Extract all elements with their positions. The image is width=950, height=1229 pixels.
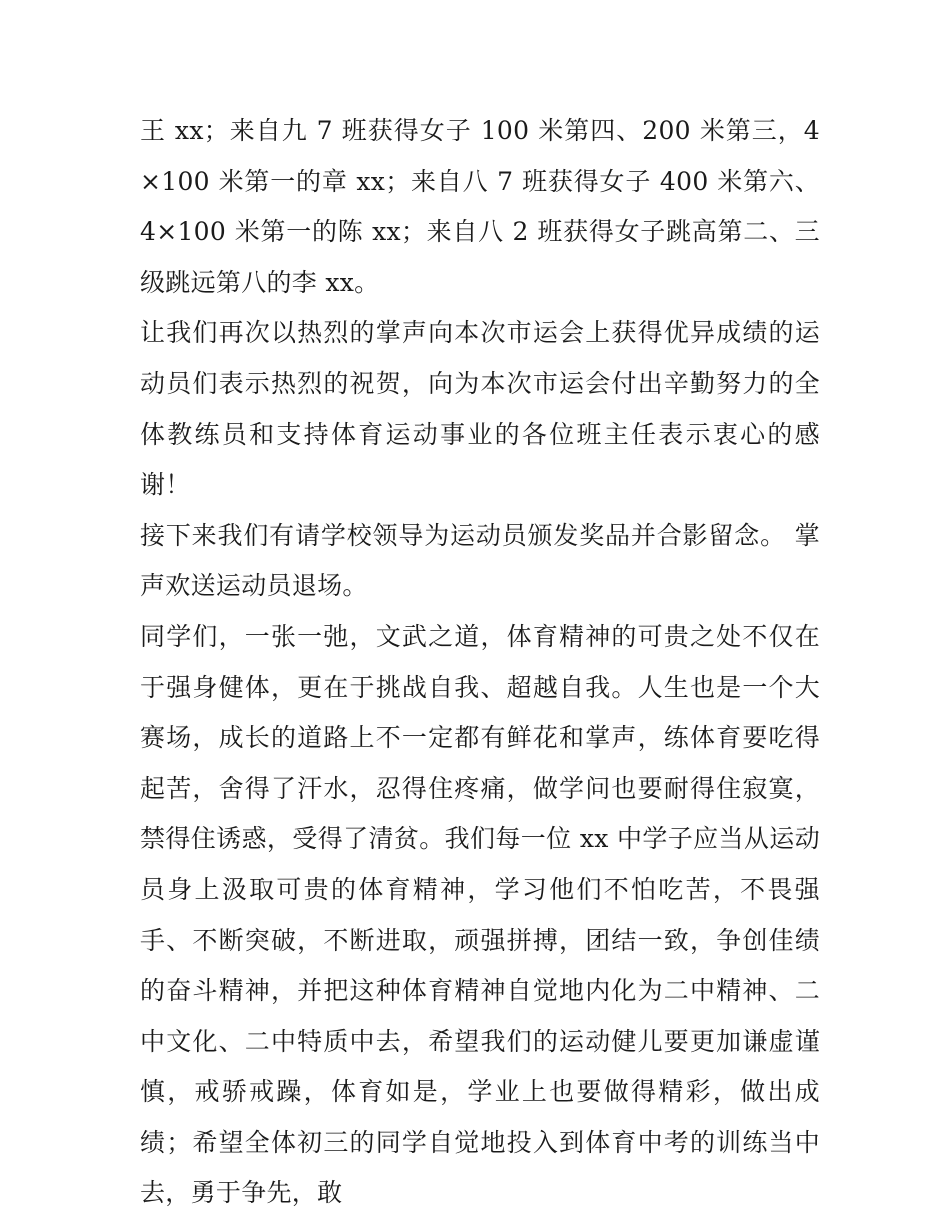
paragraph-award-winners: 王 xx；来自九 7 班获得女子 100 米第四、200 米第三，4×100 米第一的章 xx；来自八 7 班获得女子 400 米第六、4×100 米第一的陈 xx；来自八 2 班获得女子跳高第二、三级跳远第八的李 xx。	[140, 116, 820, 297]
paragraph-sports-spirit: 同学们，一张一弛，文武之道，体育精神的可贵之处不仅在于强身健体，更在于挑战自我、超越自我。人生也是一个大赛场，成长的道路上不一定都有鲜花和掌声，练体育要吃得起苦，舍得了汗水，忍得住疼痛，做学问也要耐得住寂寞，禁得住诱惑，受得了清贫。我们每一位 xx 中学子应当从运动员身上汲取可贵的体育精神，学习他们不怕吃苦，不畏强手、不断突破，不断进取，顽强拼搏，团结一致，争创佳绩的奋斗精神，并把这种体育精神自觉地内化为二中精神、二中文化、二中特质中去，希望我们的运动健儿要更加谦虚谨慎，戒骄戒躁，体育如是，学业上也要做得精彩，做出成绩；希望全体初三的同学自觉地投入到体育中考的训练当中去，勇于争先，敢	[140, 621, 820, 1208]
document-body	[140, 106, 820, 1219]
paragraph-congratulations: 让我们再次以热烈的掌声向本次市运会上获得优异成绩的运动员们表示热烈的祝贺，向为本次市运会付出辛勤努力的全体教练员和支持体育运动事业的各位班主任表示衷心的感谢！	[140, 318, 820, 500]
paragraph-award-ceremony: 接下来我们有请学校领导为运动员颁发奖品并合影留念。 掌声欢送运动员退场。	[140, 520, 820, 601]
